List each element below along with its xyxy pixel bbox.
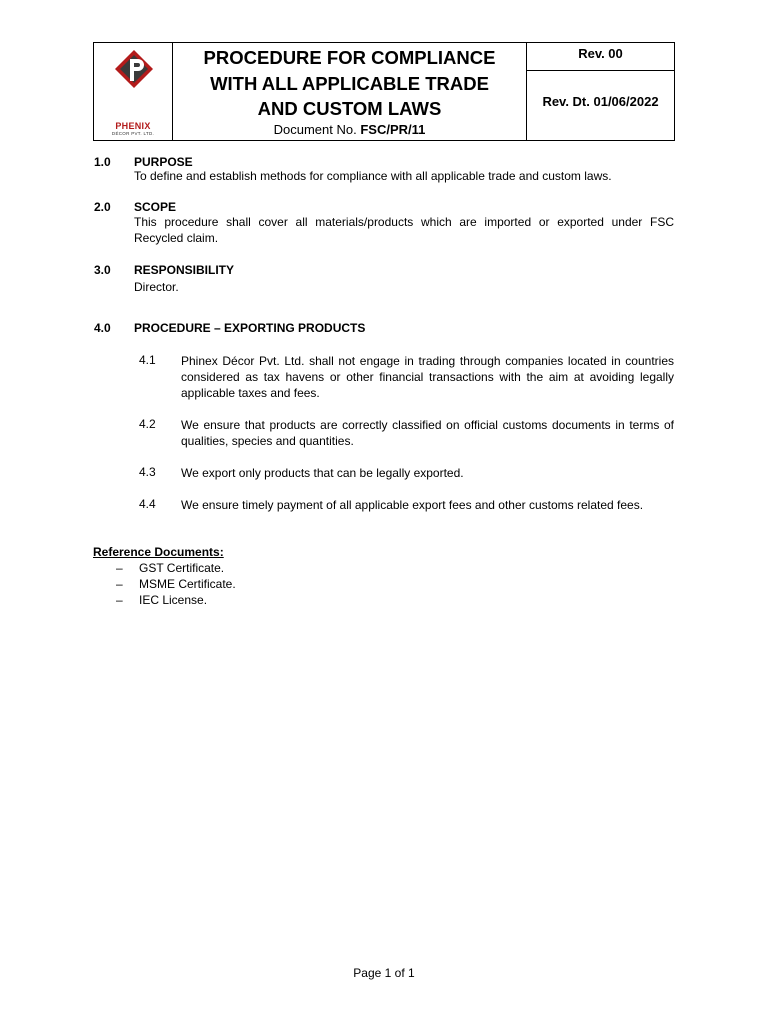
section-body: To define and establish methods for compliance with all applicable trade and custom laws. <box>134 169 612 183</box>
section-heading: SCOPE <box>134 200 177 214</box>
revision-date: Rev. Dt. 01/06/2022 <box>542 94 659 109</box>
list-item <box>116 592 236 608</box>
list-item <box>116 560 236 576</box>
section-number: 4.0 <box>94 321 111 335</box>
section-heading: PURPOSE <box>134 155 193 169</box>
procedure-item-text: Phinex Décor Pvt. Ltd. shall not engage in trading through companies located in countries considered as tax havens or other financial transactions with the aim at avoiding legally applicable taxes and fees. <box>181 354 674 400</box>
title-line: PROCEDURE FOR COMPLIANCE <box>203 47 496 68</box>
logo-subtitle: DÉCOR PVT. LTD. <box>111 131 155 136</box>
document-number-value: FSC/PR/11 <box>360 122 426 137</box>
title-cell <box>173 43 527 140</box>
document-title <box>173 45 526 122</box>
procedure-item-number: 4.2 <box>139 417 156 431</box>
procedure-item-text: We ensure that products are correctly classified on official customs documents in terms of qualities, species and quantities. <box>181 418 674 448</box>
page-number: Page 1 of 1 <box>353 966 415 980</box>
reference-item: GST Certificate. <box>139 561 225 575</box>
procedure-item-number: 4.3 <box>139 465 156 479</box>
reference-item: MSME Certificate. <box>139 577 236 591</box>
list-dash: – <box>116 577 123 591</box>
procedure-item-number: 4.4 <box>139 497 156 511</box>
list-dash: – <box>116 593 123 607</box>
logo-cell <box>94 43 173 140</box>
logo-name: PHENIX <box>115 121 151 131</box>
section-number: 3.0 <box>94 263 111 277</box>
procedure-item-text: We export only products that can be legally exported. <box>181 466 464 480</box>
document-header <box>93 42 675 141</box>
section-number: 2.0 <box>94 200 111 214</box>
section-heading: RESPONSIBILITY <box>134 263 235 277</box>
revision-cell <box>527 43 674 140</box>
section-body: This procedure shall cover all materials/products which are imported or exported under FSC Recycled claim. <box>134 215 674 245</box>
document-number <box>173 122 526 137</box>
list-item <box>116 576 236 592</box>
list-dash: – <box>116 561 123 575</box>
reference-item: IEC License. <box>139 593 208 607</box>
title-line: WITH ALL APPLICABLE TRADE <box>210 72 489 94</box>
title-line: AND CUSTOM LAWS <box>257 98 442 119</box>
reference-documents-title: Reference Documents: <box>93 545 224 559</box>
section-number: 1.0 <box>94 155 111 169</box>
reference-documents-list <box>116 560 236 608</box>
section-body: Director. <box>134 280 179 294</box>
procedure-item-number: 4.1 <box>139 353 156 367</box>
revision-number: Rev. 00 <box>527 43 674 71</box>
document-number-label: Document No. <box>273 122 357 137</box>
procedure-item-text: We ensure timely payment of all applicable export fees and other customs related fees. <box>181 498 644 512</box>
phenix-logo-icon <box>114 49 154 89</box>
section-heading: PROCEDURE – EXPORTING PRODUCTS <box>134 321 366 335</box>
